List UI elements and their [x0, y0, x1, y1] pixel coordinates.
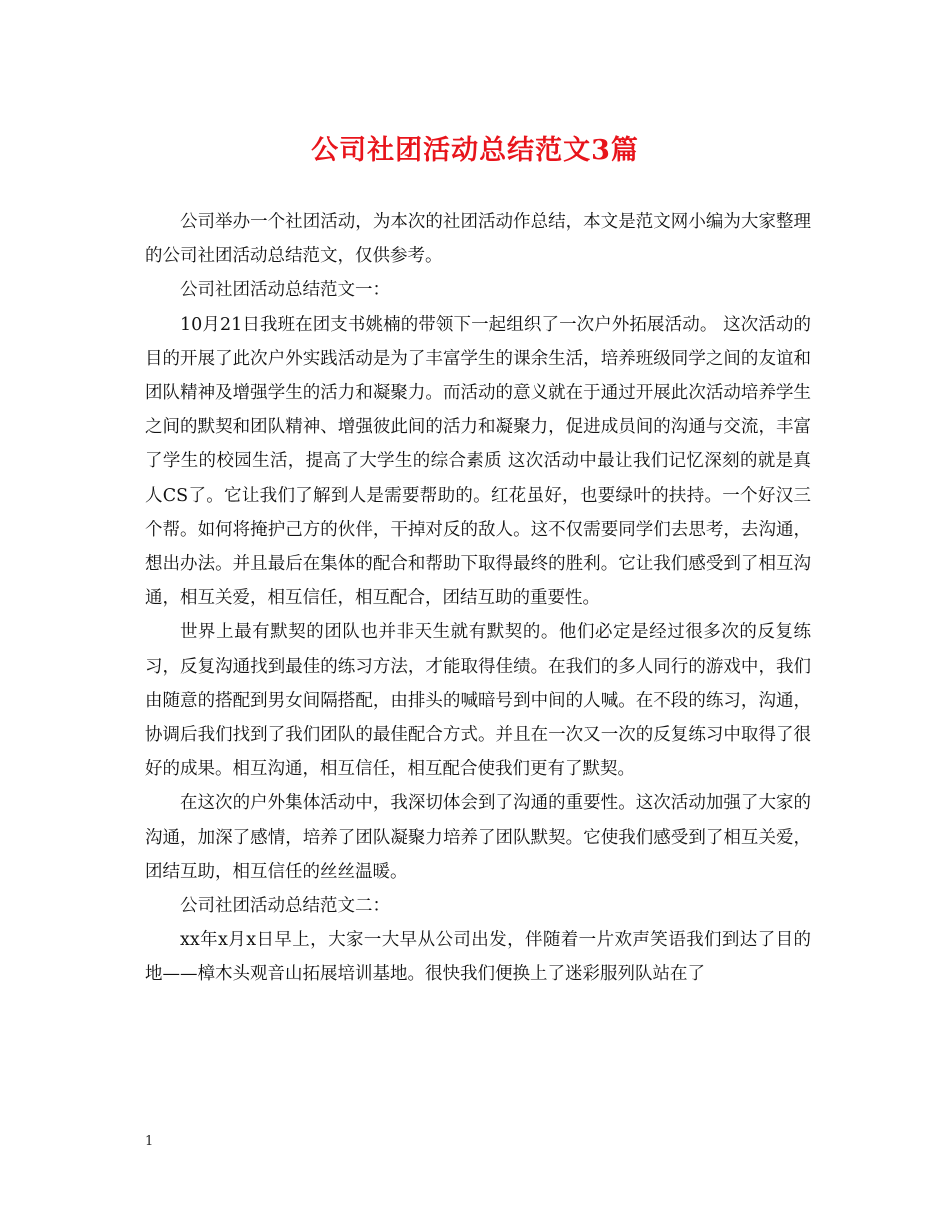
body-paragraph: xx年x月x日早上，大家一大早从公司出发，伴随着一片欢声笑语我们到达了目的地——樟木头观音山拓展培训基地。很快我们便换上了迷彩服列队站在了 [145, 930, 811, 985]
document-body [145, 205, 811, 992]
body-paragraph: 世界上最有默契的团队也并非天生就有默契的。他们必定是经过很多次的反复练习，反复沟通找到最佳的练习方法，才能取得佳绩。在我们的多人同行的游戏中，我们由随意的搭配到男女间隔搭配，由排头的喊暗号到中间的人喊。在不段的练习，沟通，协调后我们找到了我们团队的最佳配合方式。并且在一次又一次的反复练习中取得了很好的成果。相互沟通，相互信任，相互配合使我们更有了默契。 [145, 622, 811, 780]
section-heading-one: 公司社团活动总结范文一： [180, 280, 390, 301]
intro-paragraph: 公司举办一个社团活动，为本次的社团活动作总结，本文是范文网小编为大家整理的公司社团活动总结范文，仅供参考。 [145, 212, 811, 267]
body-paragraph: 10月21日我班在团支书姚楠的带领下一起组织了一次户外拓展活动。 这次活动的目的开展了此次户外实践活动是为了丰富学生的课余生活，培养班级同学之间的友谊和团队精神及增强学生的活力和凝聚力。而活动的意义就在于通过开展此次活动培养学生之间的默契和团队精神、增强彼此间的活力和凝聚力，促进成员间的沟通与交流，丰富了学生的校园生活，提高了大学生的综合素质 这次活动中最让我们记忆深刻的就是真人CS了。它让我们了解到人是需要帮助的。红花虽好，也要绿叶的扶持。一个好汉三个帮。如何将掩护己方的伙伴，干掉对反的敌人。这不仅需要同学们去思考，去沟通，想出办法。并且最后在集体的配合和帮助下取得最终的胜利。它让我们感受到了相互沟通，相互关爱，相互信任，相互配合，团结互助的重要性。 [145, 314, 811, 609]
document-title: 公司社团活动总结范文3篇 [311, 135, 639, 166]
section-heading-two: 公司社团活动总结范文二： [180, 896, 390, 917]
body-paragraph: 在这次的户外集体活动中，我深切体会到了沟通的重要性。这次活动加强了大家的沟通，加深了感情，培养了团队凝聚力培养了团队默契。它使我们感受到了相互关爱，团结互助，相互信任的丝丝温暖。 [145, 793, 811, 882]
page-number: 1 [145, 1134, 154, 1149]
